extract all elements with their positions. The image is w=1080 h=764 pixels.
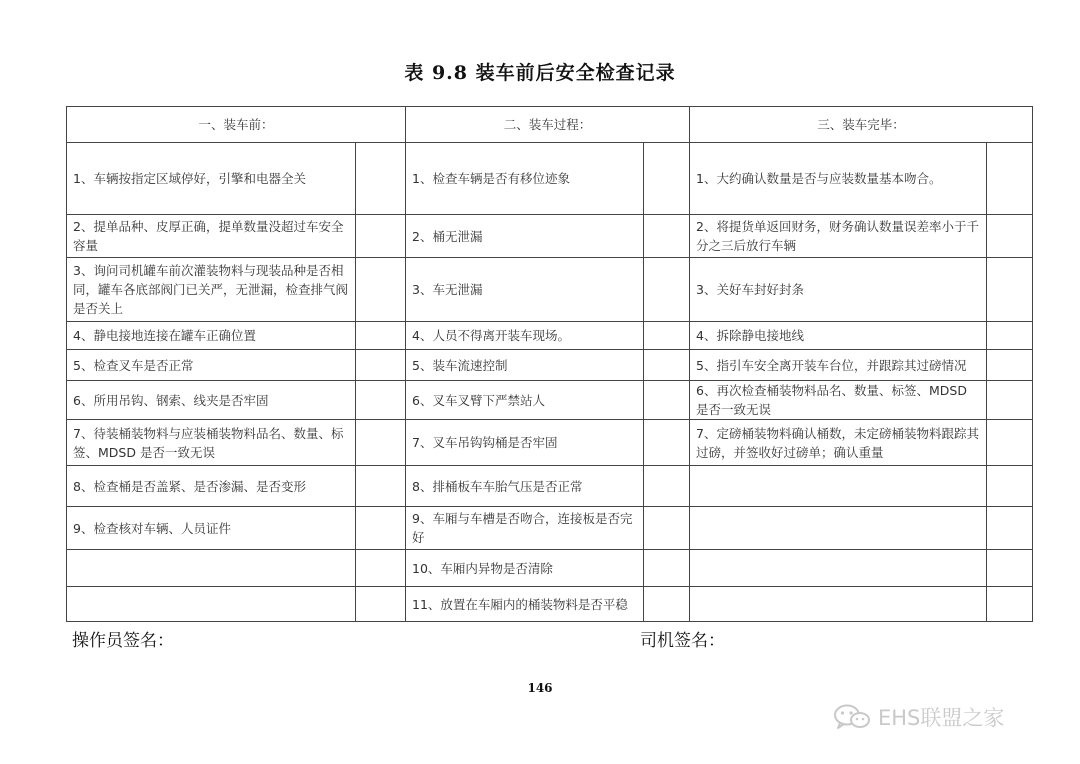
check-mark-cell-before[interactable] <box>356 215 406 258</box>
check-item-during: 2、桶无泄漏 <box>406 215 644 258</box>
check-mark-cell-after[interactable] <box>987 258 1033 322</box>
check-mark-cell-during[interactable] <box>644 381 690 420</box>
table-row <box>67 322 1033 350</box>
check-item-during: 3、车无泄漏 <box>406 258 644 322</box>
check-mark-cell-before[interactable] <box>356 322 406 350</box>
check-mark-cell-during[interactable] <box>644 350 690 381</box>
table-row <box>67 350 1033 381</box>
check-item-during: 5、装车流速控制 <box>406 350 644 381</box>
check-item-during: 7、叉车吊钩钩桶是否牢固 <box>406 420 644 466</box>
driver-signature-label: 司机签名： <box>640 631 725 651</box>
check-mark-cell-before[interactable] <box>356 507 406 550</box>
check-mark-cell-after[interactable] <box>987 322 1033 350</box>
table-row <box>67 215 1033 258</box>
check-item-during: 1、检查车辆是否有移位迹象 <box>406 143 644 215</box>
check-item-after: 6、再次检查桶装物料品名、数量、标签、MDSD 是否一致无误 <box>690 381 987 420</box>
column-header-during-loading: 二、装车过程： <box>406 107 690 143</box>
table-row <box>67 466 1033 507</box>
check-mark-cell-during[interactable] <box>644 322 690 350</box>
column-header-after-loading: 三、装车完毕： <box>690 107 1033 143</box>
check-item-after <box>690 587 987 622</box>
check-item-before: 5、检查叉车是否正常 <box>67 350 356 381</box>
header-row <box>67 107 1033 143</box>
table-row <box>67 258 1033 322</box>
wechat-icon <box>832 704 872 730</box>
column-header-before-loading: 一、装车前： <box>67 107 406 143</box>
check-mark-cell-during[interactable] <box>644 215 690 258</box>
check-mark-cell-before[interactable] <box>356 381 406 420</box>
check-item-before: 4、静电接地连接在罐车正确位置 <box>67 322 356 350</box>
check-item-after: 5、指引车安全离开装车台位，并跟踪其过磅情况 <box>690 350 987 381</box>
check-mark-cell-before[interactable] <box>356 466 406 507</box>
check-item-after <box>690 550 987 587</box>
check-mark-cell-after[interactable] <box>987 507 1033 550</box>
check-mark-cell-during[interactable] <box>644 507 690 550</box>
check-mark-cell-after[interactable] <box>987 550 1033 587</box>
check-mark-cell-before[interactable] <box>356 550 406 587</box>
check-mark-cell-during[interactable] <box>644 550 690 587</box>
check-item-before: 1、车辆按指定区域停好，引擎和电器全关 <box>67 143 356 215</box>
check-mark-cell-before[interactable] <box>356 587 406 622</box>
table-row <box>67 550 1033 587</box>
table-row <box>67 143 1033 215</box>
operator-signature-label: 操作员签名： <box>72 631 174 651</box>
check-item-after: 3、关好车封好封条 <box>690 258 987 322</box>
check-item-after: 2、将提货单返回财务，财务确认数量误差率小于千分之三后放行车辆 <box>690 215 987 258</box>
table-title: 表 9.8 装车前后安全检查记录 <box>404 62 676 84</box>
check-mark-cell-after[interactable] <box>987 466 1033 507</box>
check-mark-cell-before[interactable] <box>356 420 406 466</box>
check-mark-cell-before[interactable] <box>356 350 406 381</box>
check-mark-cell-during[interactable] <box>644 143 690 215</box>
check-item-before: 8、检查桶是否盖紧、是否渗漏、是否变形 <box>67 466 356 507</box>
table-row <box>67 587 1033 622</box>
check-item-before: 9、检查核对车辆、人员证件 <box>67 507 356 550</box>
check-item-before: 7、待装桶装物料与应装桶装物料品名、数量、标签、MDSD 是否一致无误 <box>67 420 356 466</box>
check-item-during: 10、车厢内异物是否清除 <box>406 550 644 587</box>
check-mark-cell-after[interactable] <box>987 350 1033 381</box>
check-item-during: 4、人员不得离开装车现场。 <box>406 322 644 350</box>
check-item-after: 1、大约确认数量是否与应装数量基本吻合。 <box>690 143 987 215</box>
check-item-after <box>690 507 987 550</box>
check-item-during: 6、叉车叉臂下严禁站人 <box>406 381 644 420</box>
check-mark-cell-before[interactable] <box>356 258 406 322</box>
check-mark-cell-after[interactable] <box>987 143 1033 215</box>
page-number: 146 <box>527 681 553 695</box>
check-mark-cell-during[interactable] <box>644 258 690 322</box>
table-row <box>67 507 1033 550</box>
check-mark-cell-before[interactable] <box>356 143 406 215</box>
check-mark-cell-during[interactable] <box>644 466 690 507</box>
check-item-after: 4、拆除静电接地线 <box>690 322 987 350</box>
check-mark-cell-after[interactable] <box>987 215 1033 258</box>
check-mark-cell-during[interactable] <box>644 420 690 466</box>
check-item-during: 9、车厢与车槽是否吻合，连接板是否完好 <box>406 507 644 550</box>
check-item-before: 6、所用吊钩、钢索、线夹是否牢固 <box>67 381 356 420</box>
check-item-before: 3、询问司机罐车前次灌装物料与现装品种是否相同，罐车各底部阀门已关严，无泄漏，检查排气阀是否关上 <box>67 258 356 322</box>
check-item-before <box>67 587 356 622</box>
check-mark-cell-during[interactable] <box>644 587 690 622</box>
check-mark-cell-after[interactable] <box>987 587 1033 622</box>
check-mark-cell-after[interactable] <box>987 381 1033 420</box>
watermark <box>832 704 1004 730</box>
check-item-before: 2、提单品种、皮厚正确，提单数量没超过车安全容量 <box>67 215 356 258</box>
check-item-after: 7、定磅桶装物料确认桶数，未定磅桶装物料跟踪其过磅，并签收好过磅单；确认重量 <box>690 420 987 466</box>
check-item-before <box>67 550 356 587</box>
watermark-text: EHS联盟之家 <box>878 706 1005 730</box>
table-row <box>67 420 1033 466</box>
check-mark-cell-after[interactable] <box>987 420 1033 466</box>
table-row <box>67 381 1033 420</box>
check-item-during: 8、排桶板车车胎气压是否正常 <box>406 466 644 507</box>
check-item-after <box>690 466 987 507</box>
inspection-table <box>66 106 1033 622</box>
check-item-during: 11、放置在车厢内的桶装物料是否平稳 <box>406 587 644 622</box>
